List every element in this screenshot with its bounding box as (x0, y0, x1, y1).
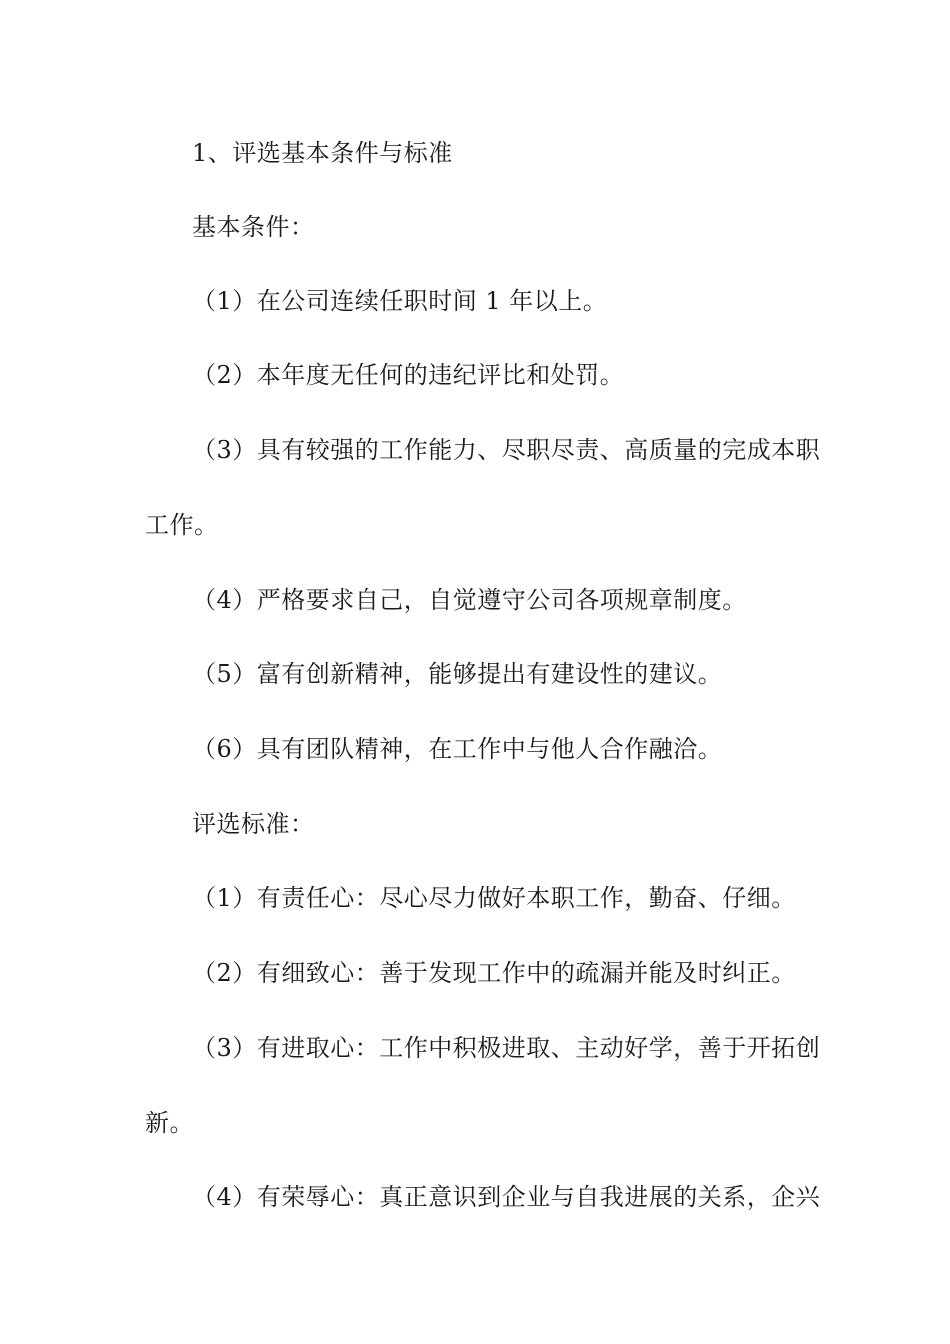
criteria-item-2: （2）有细致心：善于发现工作中的疏漏并能及时纠正。 (192, 959, 796, 987)
section-heading: 1、评选基本条件与标准 (192, 139, 453, 167)
condition-item-3-continued: 工作。 (145, 511, 219, 539)
criteria-item-3-continued: 新。 (145, 1109, 194, 1137)
criteria-item-3: （3）有进取心：工作中积极进取、主动好学，善于开拓创 (192, 1034, 821, 1062)
condition-item-1: （1）在公司连续任职时间 1 年以上。 (192, 287, 608, 315)
condition-item-5: （5）富有创新精神，能够提出有建设性的建议。 (192, 660, 723, 688)
condition-item-4: （4）严格要求自己，自觉遵守公司各项规章制度。 (192, 586, 747, 614)
basic-conditions-heading: 基本条件： (192, 213, 315, 241)
condition-item-6: （6）具有团队精神，在工作中与他人合作融洽。 (192, 735, 723, 763)
criteria-item-4: （4）有荣辱心：真正意识到企业与自我进展的关系，企兴 (192, 1183, 821, 1211)
criteria-heading: 评选标准： (192, 810, 315, 838)
criteria-item-1: （1）有责任心：尽心尽力做好本职工作，勤奋、仔细。 (192, 884, 796, 912)
condition-item-3: （3）具有较强的工作能力、尽职尽责、高质量的完成本职 (192, 436, 821, 464)
condition-item-2: （2）本年度无任何的违纪评比和处罚。 (192, 361, 625, 389)
